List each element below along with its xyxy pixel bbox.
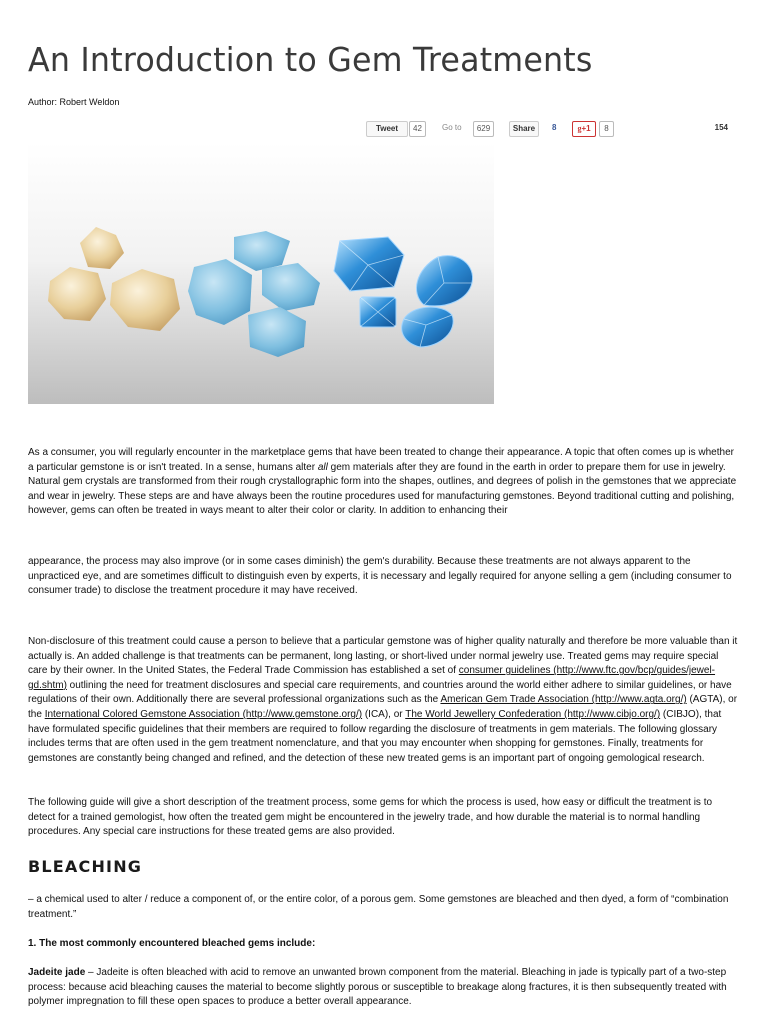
section-heading-bleaching: BLEACHING (28, 857, 143, 876)
intro-paragraph-2 (28, 555, 740, 599)
author-byline: Author: Robert Weldon (28, 97, 120, 107)
share-count: 8 (552, 123, 557, 132)
p1-text: As a consumer, you will regularly encounter in the marketplace gems that have been treated to change their appearance. A topic that often comes up is whether a particular gemstone is or isn't treated. In a sense, humans alter (28, 447, 734, 473)
rough-blue-gem-1 (234, 231, 290, 271)
bleaching-definition-text: – a chemical used to alter / reduce a component of, or the entire color, of a porous gem. Some gemstones are bleached and then dyed, a form of “combination treatment.” (28, 894, 729, 920)
ftc-guidelines-link[interactable]: consumer guidelines (http://www.ftc.gov/bcp/guides/jewel-gd.shtm) (28, 665, 716, 691)
bleached-gems-subheading (28, 937, 740, 952)
total-share-count: 154 (714, 123, 728, 132)
rough-yellow-gem-2 (48, 267, 106, 321)
gplus-label: +1 (581, 124, 591, 133)
cibjo-link[interactable]: The World Jewellery Confederation (http://www.cibjo.org/) (405, 708, 661, 720)
page-title: An Introduction to Gem Treatments (28, 40, 593, 79)
goto-count: 629 (473, 121, 494, 137)
tweet-count: 42 (409, 121, 426, 137)
p3-text-b: outlining the need for treatment disclosures and special care requirements, and countries around the world either adhere to similar guidelines, or have regulations of their own. Additionally there are several professional organizations such as the (28, 679, 732, 706)
goto-label[interactable]: Go to (442, 123, 462, 132)
disclosure-paragraph (28, 635, 740, 766)
p3-text-c: (AGTA), or the (28, 694, 738, 720)
p3-text-a: Non-disclosure of this treatment could cause a person to believe that a particular gemstone was of higher quality naturally and therefore be more valuable than it actually is. An added challenge is that treatments can be permanent, long lasting, or short-lived under normal jewelry use. Treated gems may require special care by their owner. In the United States, the Federal Trade Commission has established a set of (28, 636, 738, 677)
rough-blue-gem-3 (262, 263, 320, 311)
jadeite-term: Jadeite jade (28, 967, 86, 978)
intro-paragraph-1 (28, 446, 740, 519)
rough-blue-gem-2 (188, 259, 252, 325)
jadeite-text: – Jadeite is often bleached with acid to remove an unwanted brown component from the material. Bleaching in jade is typically part of a two-step process: because acid bleaching causes the material to become slightly porous or susceptible to breakage along fractures, it is then subsequently treated with polymer impregnation to fill these open spaces to produce a better overall appearance. (28, 967, 727, 1008)
gplus-icon: g (577, 124, 582, 133)
rough-yellow-gem-3 (110, 269, 180, 331)
p4-text: The following guide will give a short description of the treatment process, some gems for which the process is used, how easy or difficult the treatment is to detect for a trained gemologist, how often the treated gem might be encountered in the jewelry trade, and how durable the material is to normal handling procedures. Any special care instructions for these treated gems are also provided. (28, 797, 713, 838)
guide-paragraph (28, 796, 740, 840)
social-share-bar (366, 121, 728, 137)
rough-blue-gem-4 (248, 307, 306, 357)
p1-emphasis: all (317, 461, 328, 473)
gplus-count: 8 (599, 121, 614, 137)
faceted-oval-gem (402, 307, 453, 347)
icga-link[interactable]: International Colored Gemstone Association (http://www.gemstone.org/) (44, 708, 363, 720)
share-button[interactable]: Share (509, 121, 539, 137)
gemstones-illustration (28, 143, 494, 404)
p3-text-d: (ICA), or (362, 708, 406, 720)
p2-text: appearance, the process may also improve (or in some cases diminish) the gem's durability. Because these treatments are not always apparent to the unpracticed eye, and are sometimes difficult to distinguish even by experts, it is necessary and legally required for anyone selling a gem (including consumer to consumer trade) to disclose the treatment procedure it may have received. (28, 556, 732, 597)
hero-image (28, 143, 494, 404)
agta-link[interactable]: American Gem Trade Association (http://www.agta.org/) (440, 694, 687, 706)
gplus-button[interactable] (572, 121, 596, 137)
bleached-gems-subheading-text: 1. The most commonly encountered bleached gems include: (28, 938, 316, 949)
tweet-button[interactable]: Tweet (366, 121, 408, 137)
rough-yellow-gem-1 (80, 227, 124, 269)
faceted-pear-gem (416, 256, 472, 306)
bleaching-definition (28, 893, 740, 922)
jadeite-entry (28, 966, 740, 1010)
p1-text-rest: gem materials after they are found in the earth in order to prepare them for use in jewelry. Natural gem crystals are transformed from their rough crystallographic form into the shapes, outlines, and degrees of polish in the gemstones that we appreciate and wear in jewelry. These steps are and have always been the routine procedures used for manufacturing gemstones. Beyond traditional cutting and polishing, however, gems can often be treated in ways meant to alter their color or clarity. In addition to enhancing their (28, 461, 737, 517)
p3-text-e: (CIBJO), that have formulated specific guidelines that their members are required to follow regarding the disclosure of treatments in gem materials. The following glossary includes terms that are often used in the gem treatment nomenclature, and that you may encounter when shopping for gemstones. Finally, treatments for gemstones are constantly being changed and refined, and the detection of these new treated gems is an important part of ongoing gemological research. (28, 708, 722, 764)
